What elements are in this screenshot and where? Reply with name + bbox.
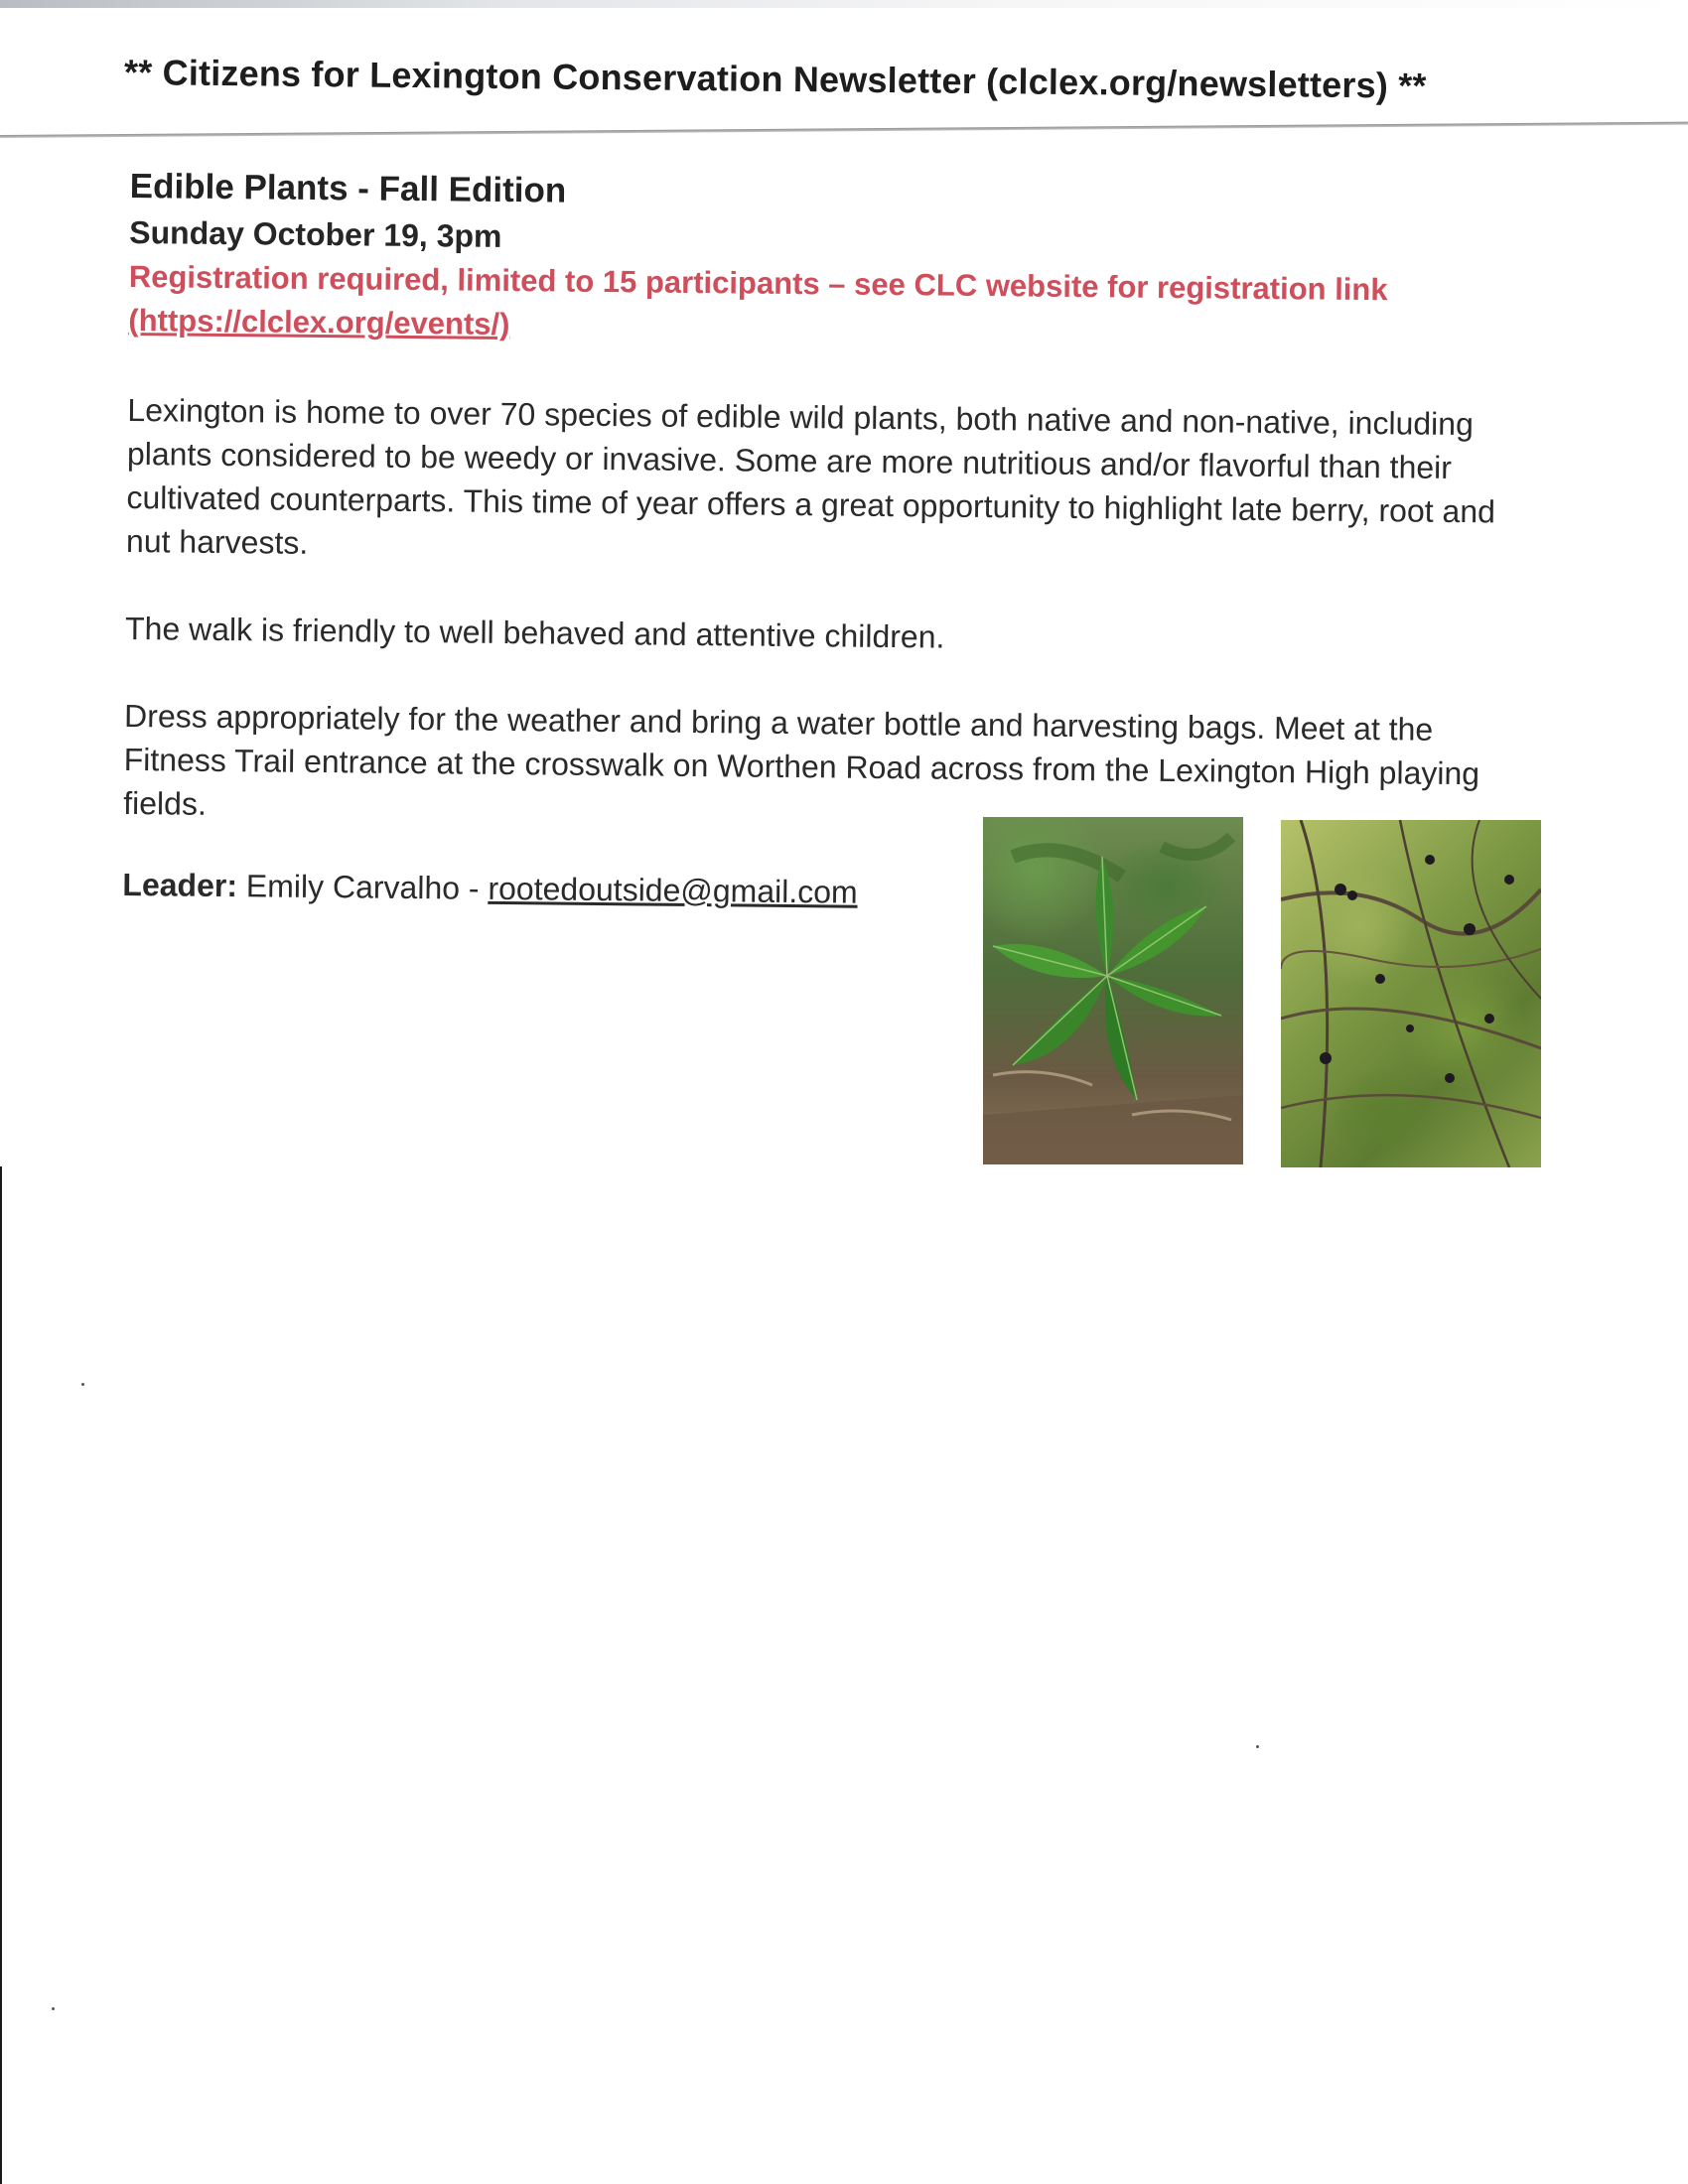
registration-link[interactable]: (https://clclex.org/events/) <box>128 302 510 342</box>
newsletter-header: ** Citizens for Lexington Conservation Newsletter (clclex.org/newsletters) ** <box>123 52 1427 106</box>
header-divider <box>0 122 1688 138</box>
registration-text: Registration required, limited to 15 participants – see CLC website for registration link <box>128 258 1388 308</box>
scan-left-edge <box>0 1166 2 2184</box>
scan-top-edge <box>0 0 1688 8</box>
event-date: Sunday October 19, 3pm <box>129 213 502 254</box>
leader-name: Emily Carvalho - <box>245 868 480 906</box>
children-note: The walk is friendly to well behaved and attentive children. <box>124 610 945 655</box>
leader-email-link[interactable]: rootedoutside@gmail.com <box>488 870 858 910</box>
leaf-photo <box>983 817 1243 1164</box>
registration-notice <box>128 255 1539 357</box>
leader-label: Leader: <box>122 866 238 904</box>
event-title: Edible Plants - Fall Edition <box>129 166 567 210</box>
scan-speck <box>1256 1745 1259 1748</box>
scan-speck <box>52 2007 55 2010</box>
meeting-instructions: Dress appropriately for the weather and bring a water bottle and harvesting bags. Meet at the Fitness Trail entrance at the crosswalk on Worthen Road across from the Lexington High playing fields. <box>123 697 1480 822</box>
description-paragraph: Lexington is home to over 70 species of edible wild plants, both native and non-native, including plants considered to be weedy or invasive. Some are more nutritious and/or flavorful than their cultivated counterparts. This time of year offers a great opportunity to highlight late berry, root and nut harvests. <box>125 391 1496 561</box>
leaf-illustration <box>983 817 1243 1164</box>
branch-illustration <box>1281 820 1541 1167</box>
berry-branch-photo <box>1281 820 1541 1167</box>
scan-speck <box>81 1383 84 1386</box>
